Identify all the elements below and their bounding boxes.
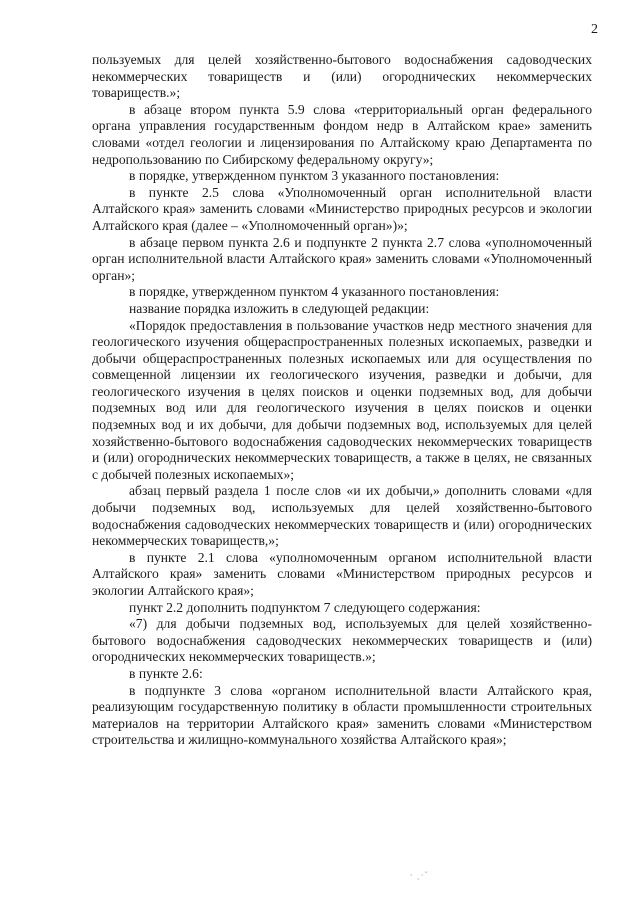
paragraph: в порядке, утвержденном пунктом 4 указанного постановления: bbox=[129, 284, 500, 300]
paragraph-continuation: пользуемых для целей хозяйственно-бытового водоснабжения садоводческих некоммерческих товариществ и (или) огороднических некоммерческих товариществ.»; bbox=[92, 52, 592, 101]
page-number: 2 bbox=[591, 22, 598, 37]
paragraph: в пункте 2.6: bbox=[129, 665, 203, 681]
paragraph: в абзаце втором пункта 5.9 слова «территориальный орган федерального органа управления государственным фондом недр в Алтайском крае» заменить словами «отдел геологии и лицензирования по Алтайскому краю Департамента по недропользованию по Сибирскому федеральному округу»; bbox=[92, 101, 592, 167]
paragraph: в пункте 2.5 слова «Уполномоченный орган исполнительной власти Алтайского края» заменить словами «Министерство природных ресурсов и экологии Алтайского края (далее – «Уполномоченный орган»)»; bbox=[92, 184, 592, 233]
paragraph: в подпункте 3 слова «органом исполнительной власти Алтайского края, реализующим государственную политику в области промышленности строительных материалов на территории Алтайского края» заменить словами «Министерством строительства и жилищно-коммунального хозяйства Алтайского края»; bbox=[92, 682, 592, 748]
paragraph: «Порядок предоставления в пользование участков недр местного значения для геологического изучения общераспространенных полезных ископаемых, разведки и добычи общераспространенных полезных ископаемых или для осуществления по совмещенной лицензии их геологического изучения, разведки и добычи, для геологического изучения в целях поисков и оценки подземных вод, для добычи подземных вод или для геологического изучения в целях поисков и оценки подземных вод и их добычи, для добычи подземных вод, используемых для целей хозяйственно-бытового водоснабжения садоводческих некоммерческих товариществ и (или) огороднических некоммерческих товариществ, а также в целях, не связанных с добычей полезных ископаемых»; bbox=[92, 317, 592, 482]
document-body bbox=[92, 52, 592, 749]
paragraph: пункт 2.2 дополнить подпунктом 7 следующего содержания: bbox=[129, 599, 481, 615]
paragraph: абзац первый раздела 1 после слов «и их добычи,» дополнить словами «для добычи подземных вод, используемых для целей хозяйственно-бытового водоснабжения садоводческих некоммерческих товариществ и (или) огороднических некоммерческих товариществ,»; bbox=[92, 483, 592, 549]
paragraph: в абзаце первом пункта 2.6 и подпункте 2 пункта 2.7 слова «уполномоченный орган исполнительной власти Алтайского края» заменить словами «Уполномоченный орган»; bbox=[92, 234, 592, 283]
scan-artifact-mark: ⸱ ˎ·˘ bbox=[410, 870, 429, 880]
paragraph: название порядка изложить в следующей редакции: bbox=[129, 300, 430, 316]
paragraph: в пункте 2.1 слова «уполномоченным органом исполнительной власти Алтайского края» заменить словами «Министерством природных ресурсов и экологии Алтайского края»; bbox=[92, 549, 592, 598]
paragraph: в порядке, утвержденном пунктом 3 указанного постановления: bbox=[129, 168, 500, 184]
paragraph: «7) для добычи подземных вод, используемых для целей хозяйственно-бытового водоснабжения садоводческих некоммерческих товариществ и (или) огороднических некоммерческих товариществ.»; bbox=[92, 616, 592, 665]
